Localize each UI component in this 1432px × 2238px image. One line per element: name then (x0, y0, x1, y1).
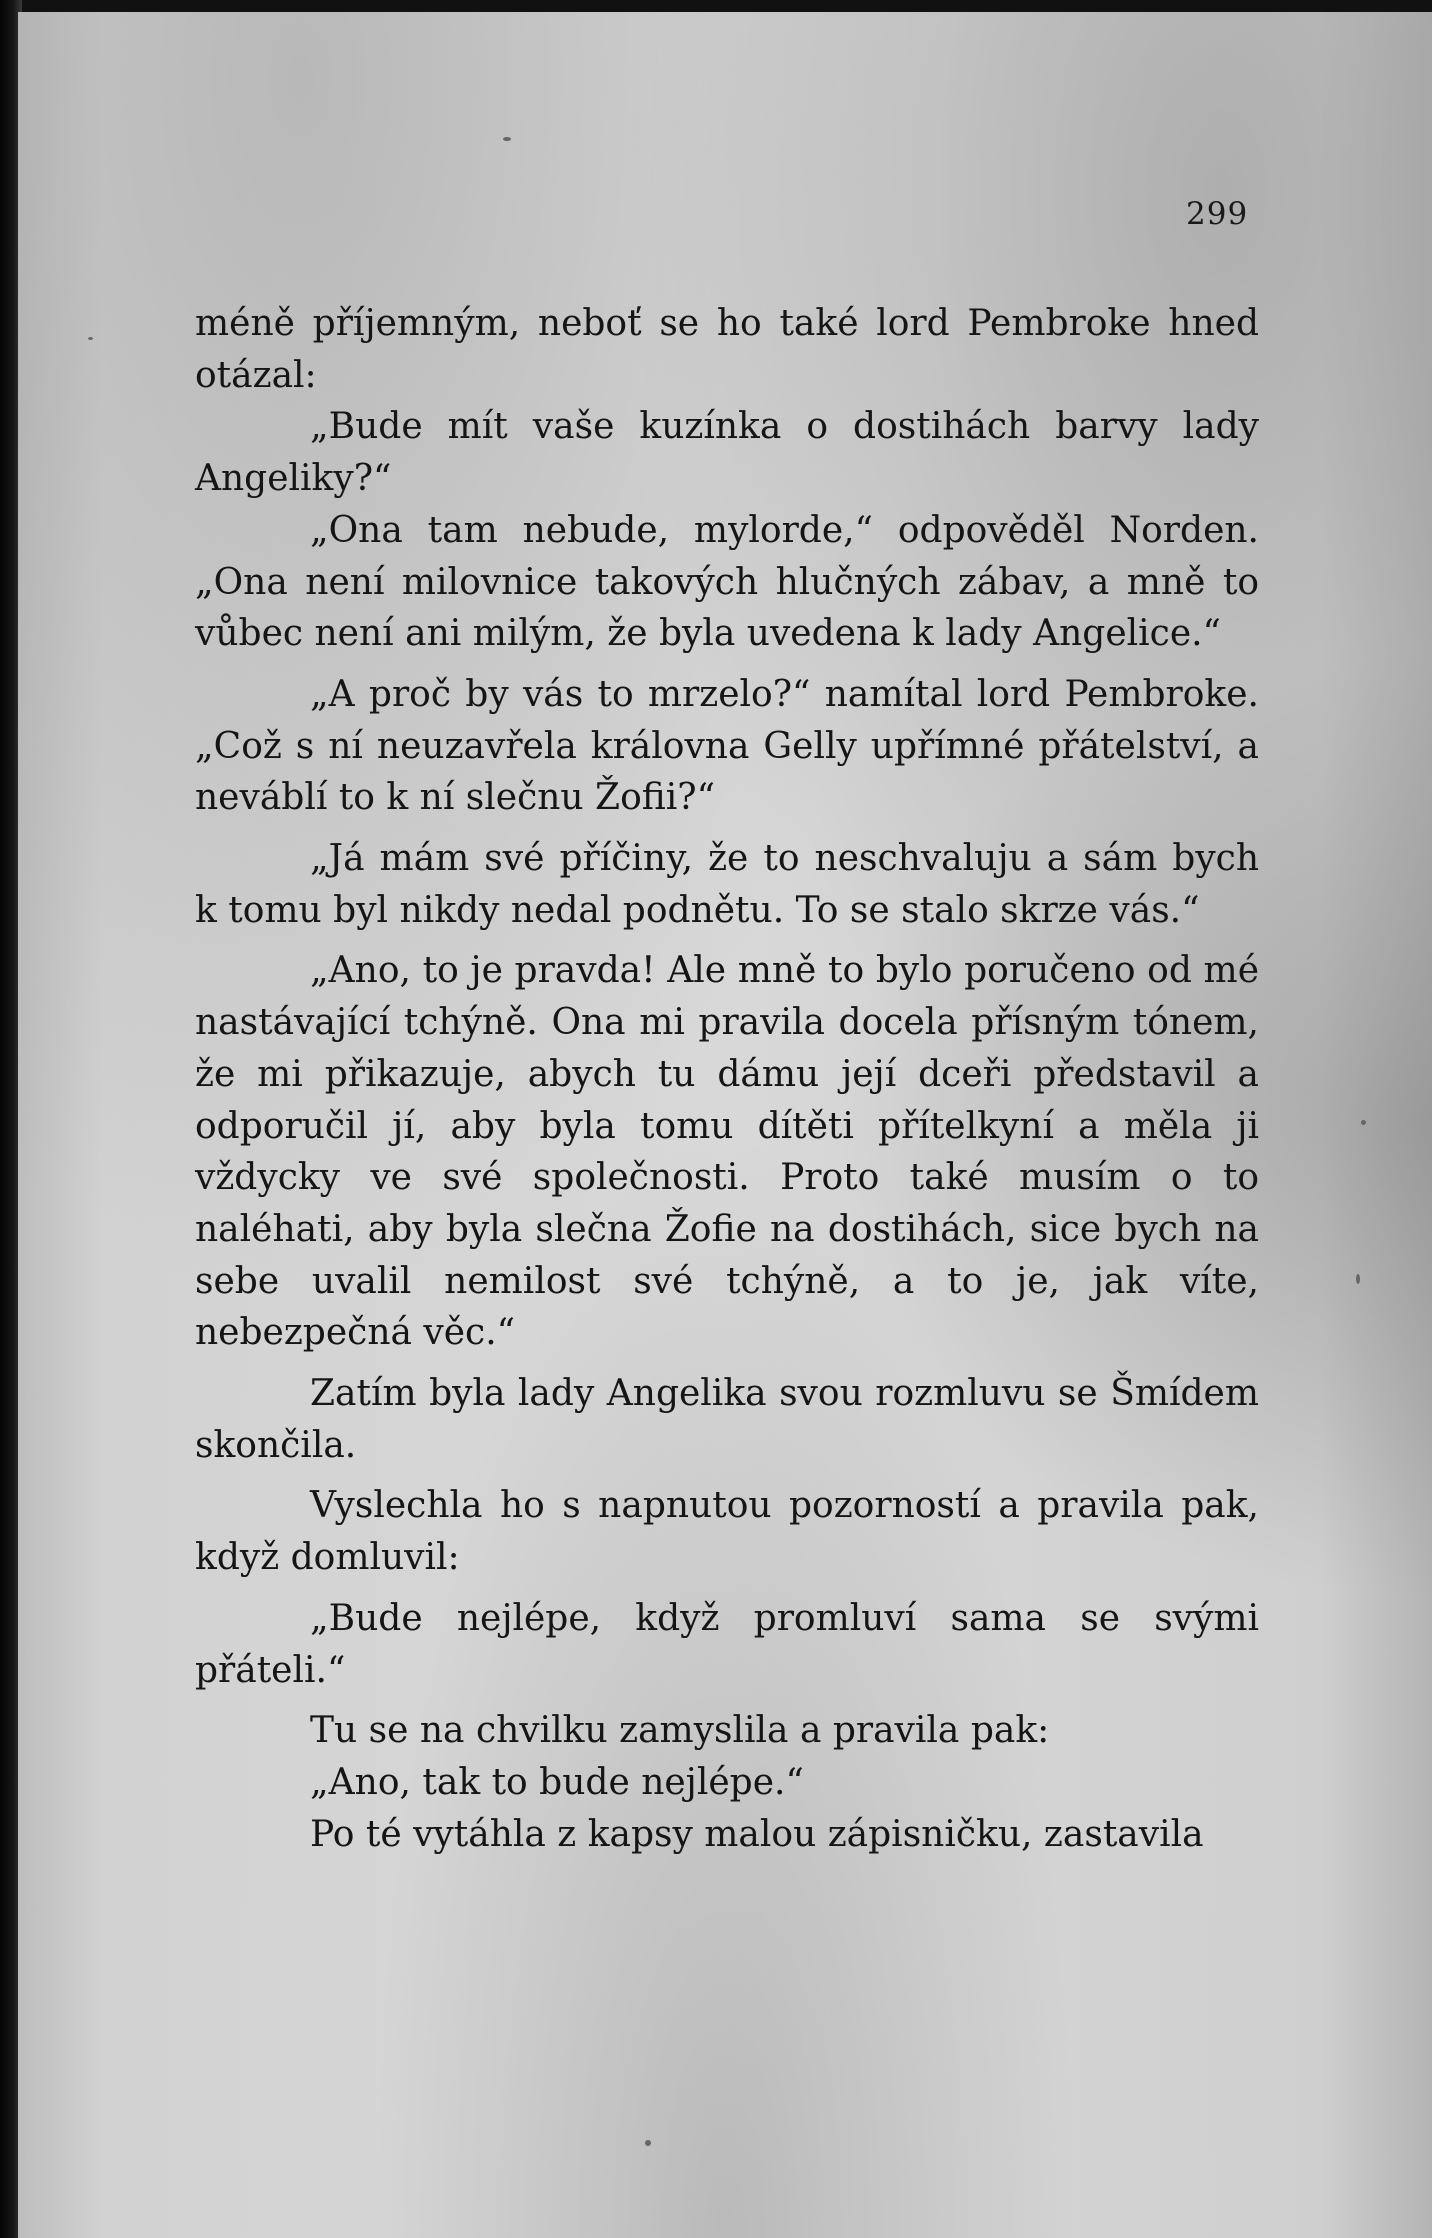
paragraph: méně příjemným, neboť se ho také lord Pembroke hned otázal: (195, 303, 1259, 396)
print-speck (1361, 1120, 1366, 1125)
page-body-text (195, 298, 1259, 1860)
page-number: 299 (1186, 196, 1249, 232)
print-speck (645, 2140, 651, 2146)
paragraph: „Bude mít vaše kuzínka o dostihách barvy lady Angeliky?“ (195, 406, 1259, 500)
paragraph: „Ano, tak to bude nejlépe.“ (310, 1761, 804, 1803)
print-speck (503, 137, 511, 141)
paragraph: „Já mám své příčiny, že to neschvaluju a sám bych k tomu byl nikdy nedal podnětu. To se stalo skrze vás.“ (195, 838, 1259, 931)
paragraph: Tu se na chvilku zamyslila a pravila pak: (310, 1710, 1050, 1752)
print-speck (1356, 1274, 1360, 1284)
paragraph: Zatím byla lady Angelika svou rozmluvu se Šmídem skončila. (195, 1373, 1259, 1466)
paragraph: „Ano, to je pravda! Ale mně to bylo poručeno od mé nastávající tchýně. Ona mi pravila docela přísným tónem, že mi přikazuje, abych tu dámu její dceři představil a odporučil jí, aby byla tomu dítěti přítelkyní a měla ji vždycky ve své společnosti. Proto také musím o to naléhati, aby byla slečna Žofie na dostihách, sice bych na sebe uvalil nemilost své tchýně, a to je, jak víte, nebezpečná věc.“ (195, 950, 1259, 1354)
paragraph: „Ona tam nebude, mylorde,“ odpověděl Norden. „Ona není milovnice takových hlučných zábav, a mně to vůbec není ani milým, že byla uvedena k lady Angelice.“ (195, 509, 1259, 655)
paragraph: „Bude nejlépe, když promluví sama se svými přáteli.“ (195, 1597, 1259, 1691)
book-page (18, 12, 1432, 2238)
paragraph: Po té vytáhla z kapsy malou zápisničku, zastavila (310, 1813, 1204, 1855)
paragraph: „A proč by vás to mrzelo?“ namítal lord Pembroke. „Což s ní neuzavřela královna Gelly upřímné přátelství, a neváblí to k ní slečnu Žofii?“ (195, 673, 1259, 819)
print-speck (88, 337, 93, 340)
paragraph: Vyslechla ho s napnutou pozorností a pravila pak, když domluvil: (195, 1485, 1259, 1579)
